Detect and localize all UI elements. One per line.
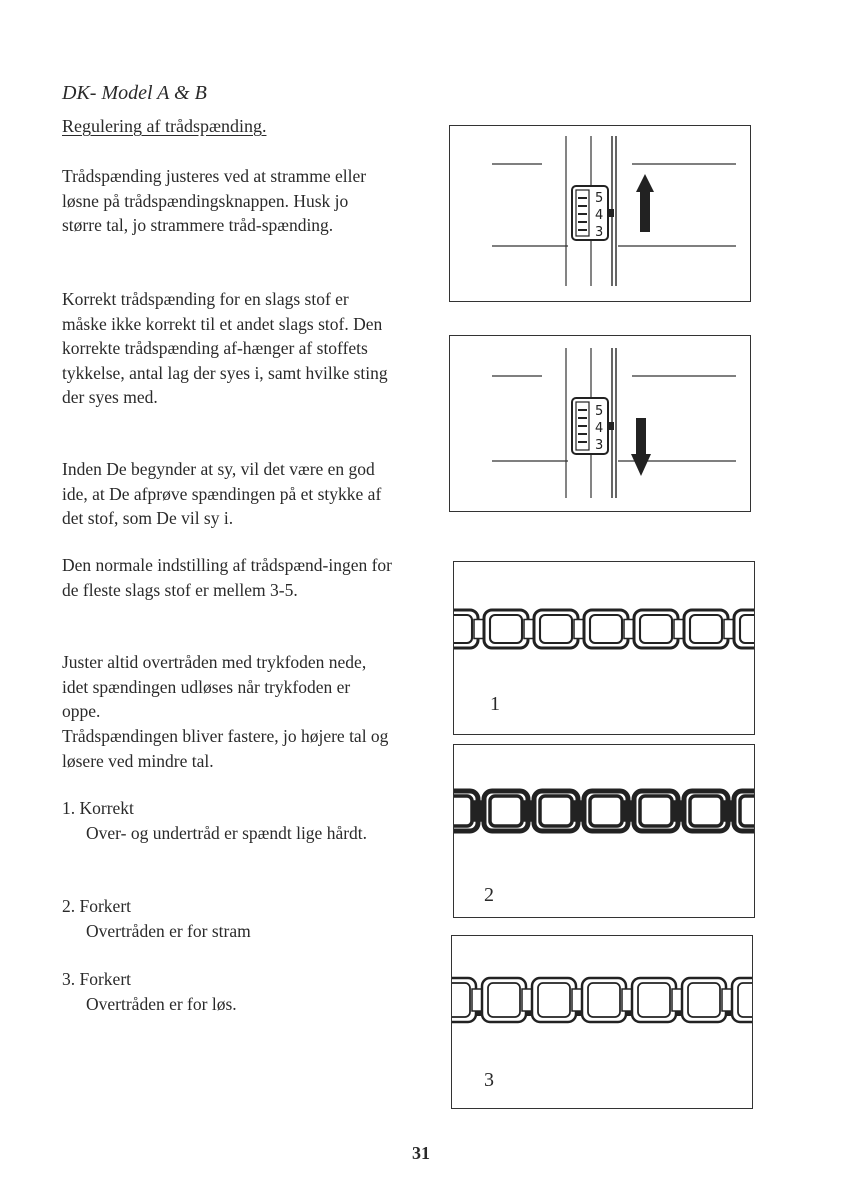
paragraph-2: Korrekt trådspænding for en slags stof er måske ikke korrekt til et andet slags stof. Den korrekte trådspænding af-hænger af stoffets tykkelse, antal lag der syes i, samt hvilke sting der syes med. [62, 289, 388, 407]
list-label: 1. Korrekt [62, 798, 134, 818]
paragraph-5: Juster altid overtråden med trykfoden nede, idet spændingen udløses når trykfoden er oppe. [62, 652, 367, 721]
list-item-2 [62, 894, 392, 943]
stitch-chain [454, 791, 754, 831]
list-description: Over- og undertråd er spændt lige hårdt. [86, 822, 368, 843]
figure-number: 2 [484, 884, 494, 906]
list-item-3 [62, 967, 392, 1016]
paragraph-1: Trådspænding justeres ved at stramme eller løsne på trådspændingsknappen. Husk jo større tal, jo strammere tråd-spænding. [62, 166, 367, 235]
paragraph-4: Den normale indstilling af trådspænd-ingen for de fleste slags stof er mellem 3-5. [62, 555, 392, 600]
dial-scale-4: 4 [595, 421, 604, 436]
dial-scale-4: 4 [595, 208, 604, 223]
tension-dial-illustration [450, 336, 750, 511]
model-title: DK- Model A & B [62, 82, 207, 104]
dial-scale-5: 5 [595, 404, 604, 419]
section-title: Regulering af trådspænding. [62, 116, 267, 136]
stitch-chain [454, 610, 754, 648]
stitch-figure-correct [453, 561, 755, 735]
figure-number: 1 [490, 693, 500, 715]
arrow-down-icon [631, 418, 651, 476]
dial-scale-3: 3 [595, 438, 604, 453]
list-item-1 [62, 796, 392, 845]
list-description: Overtråden er for løs. [86, 993, 237, 1014]
dial-scale-5: 5 [595, 191, 604, 206]
figure-number: 3 [484, 1069, 494, 1091]
dial-scale-3: 3 [595, 225, 604, 240]
stitch-illustration [452, 936, 752, 1108]
tension-dial-figure-down [449, 335, 751, 512]
page-number: 31 [412, 1143, 430, 1163]
stitch-illustration [454, 745, 754, 917]
paragraph-3: Inden De begynder at sy, vil det være en god ide, at De afprøve spændingen på et stykke af det stof, som De vil sy i. [62, 459, 382, 528]
list-description: Overtråden er for stram [86, 920, 251, 941]
list-label: 2. Forkert [62, 896, 132, 916]
stitch-figure-too-loose [451, 935, 753, 1109]
arrow-up-icon [636, 174, 654, 232]
stitch-chain [452, 978, 752, 1022]
tension-dial-illustration [450, 126, 750, 301]
paragraph-6: Trådspændingen bliver fastere, jo højere tal og løsere ved mindre tal. [62, 726, 389, 771]
stitch-figure-too-tight [453, 744, 755, 918]
list-label: 3. Forkert [62, 969, 132, 989]
tension-dial-figure-up [449, 125, 751, 302]
